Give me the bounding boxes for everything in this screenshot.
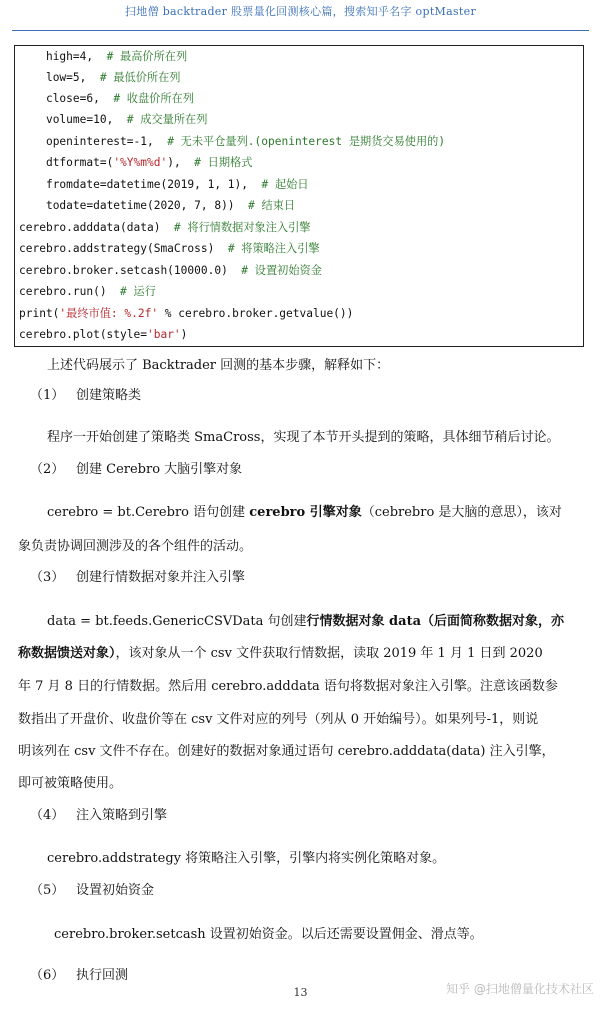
section-1-title: 创建策略类 [76, 388, 142, 403]
section-1-body: 程序一开始创建了策略类 SmaCross，实现了本节开头提到的策略，具体细节稍后讨论。 [47, 430, 560, 445]
section-6-title: 执行回测 [76, 968, 129, 983]
section-4-title: 注入策略到引擎 [76, 808, 168, 823]
section-3-body-line: 数指出了开盘价、收盘价等在 csv 文件对应的列号（列从 0 开始编号）。如果列号-1，则说 [18, 712, 539, 727]
section-4-number: （4） [30, 808, 65, 823]
code-line: todate=datetime(2020, 7, 8)) # 结束日 [45, 199, 296, 212]
page-header [0, 0, 601, 32]
code-block [14, 45, 584, 347]
section-3-title: 创建行情数据对象并注入引擎 [76, 570, 246, 585]
code-line: dtformat=('%Y%m%d'), # 日期格式 [45, 156, 253, 169]
section-3-body-line: data = bt.feeds.GenericCSVData 句创建行情数据对象 data（后面简称数据对象，亦 [47, 614, 564, 629]
intro-paragraph: 上述代码展示了 Backtrader 回测的基本步骤，解释如下： [47, 358, 390, 373]
section-1-number: （1） [30, 388, 65, 403]
section-2-title: 创建 Cerebro 大脑引擎对象 [76, 462, 243, 477]
code-line: openinterest=-1, # 无未平仓量列.(openinterest 是期货交易使用的) [45, 135, 446, 148]
code-line: fromdate=datetime(2019, 1, 1), # 起始日 [45, 178, 309, 191]
code-line: cerebro.adddata(data) # 将行情数据对象注入引擎 [19, 221, 311, 234]
code-line: volume=10, # 成交量所在列 [45, 113, 208, 126]
section-4-body: cerebro.addstrategy 将策略注入引擎，引擎内将实例化策略对象。 [47, 851, 446, 866]
code-line: cerebro.broker.setcash(10000.0) # 设置初始资金 [19, 264, 322, 277]
section-3-body-line: 称数据馈送对象），该对象从一个 csv 文件获取行情数据，读取 2019 年 1 月 1 日到 2020 [18, 646, 543, 661]
watermark: 知乎 @扫地僧量化技术社区 [446, 982, 594, 996]
header-rule [12, 30, 589, 31]
section-5-number: （5） [30, 883, 65, 898]
section-5-title: 设置初始资金 [76, 883, 155, 898]
section-5-body: cerebro.broker.setcash 设置初始资金。以后还需要设置佣金、滑点等。 [54, 927, 483, 942]
section-6-number: （6） [30, 968, 65, 983]
page-number: 13 [293, 986, 308, 999]
header-title: 扫地僧 backtrader 股票量化回测核心篇，搜索知乎名字 optMaster [125, 5, 476, 18]
code-line: cerebro.run() # 运行 [19, 285, 156, 298]
section-3-body-line: 年 7 月 8 日的行情数据。然后用 cerebro.adddata 语句将数据对象注入引擎。注意该函数参 [18, 679, 558, 694]
section-3-number: （3） [30, 570, 65, 585]
code-line: cerebro.addstrategy(SmaCross) # 将策略注入引擎 [19, 242, 320, 255]
section-2-body-line: cerebro = bt.Cerebro 语句创建 cerebro 引擎对象（cebrebro 是大脑的意思），该对 [47, 505, 562, 520]
section-2-body-line: 象负责协调回测涉及的各个组件的活动。 [18, 539, 253, 554]
section-3-body-line: 明该列在 csv 文件不存在。创建好的数据对象通过语句 cerebro.adddata(data) 注入引擎， [18, 744, 555, 759]
code-line: print('最终市值: %.2f' % cerebro.broker.getvalue()) [19, 307, 354, 320]
code-line: high=4, # 最高价所在列 [45, 50, 188, 63]
code-line: low=5, # 最低价所在列 [45, 71, 181, 84]
section-3-body-line: 即可被策略使用。 [18, 776, 123, 791]
code-line: close=6, # 收盘价所在列 [45, 92, 194, 105]
code-line: cerebro.plot(style='bar') [19, 328, 188, 341]
section-2-number: （2） [30, 462, 65, 477]
